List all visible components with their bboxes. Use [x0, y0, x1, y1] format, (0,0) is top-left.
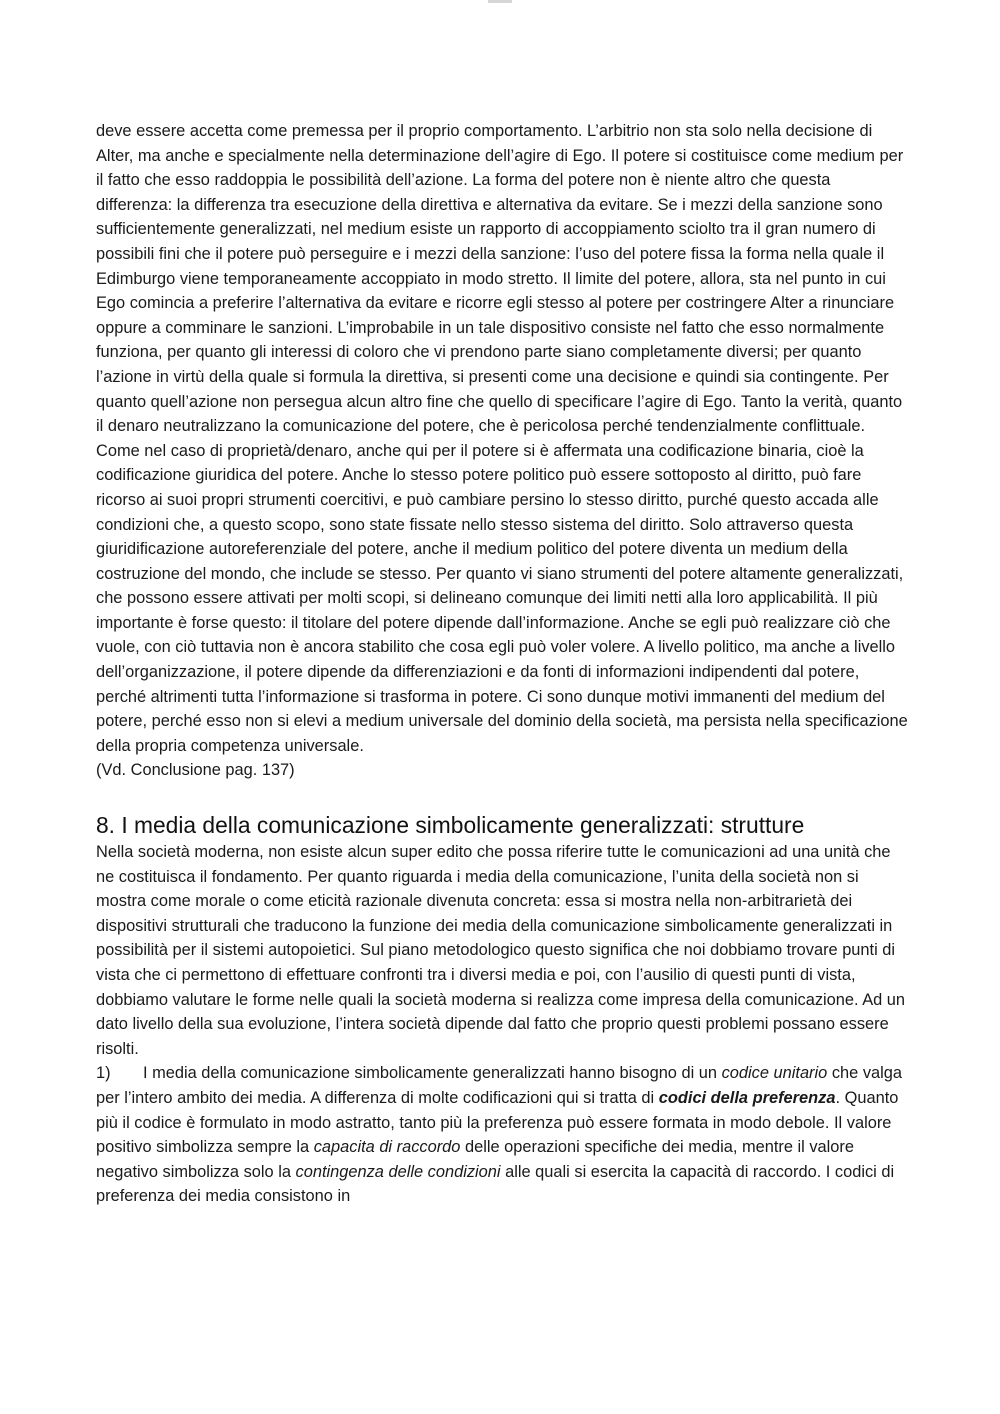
page-header-mark — [488, 0, 512, 3]
item-text: . Quanto più il codice è formulato in modo astratto, tanto più la preferenza può essere formata in modo debole. Il valore positivo simbolizza sempre la — [96, 1088, 899, 1157]
item-italic-text: codice unitario — [721, 1064, 828, 1083]
item-text: I media della comunicazione simbolicamente generalizzati hanno bisogno di un — [143, 1064, 722, 1083]
body-paragraph-modern-society: Nella società moderna, non esiste alcun super edito che possa riferire tutte le comunicazioni ad una unità che ne costituisca il fondamento. Per quanto riguarda i media della comunicazione, l’unita della società non si mostra come morale o come eticità razionale divenuta concreta: essa si mostra nella non-arbitrarietà dei dispositivi strutturali che traducono la funzione dei media della comunicazione simbolicamente generalizzati in possibilità per il sistemi autopoietici. Sul piano metodologico questo significa che noi dobbiamo trovare punti di vista che ci permettono di effettuare confronti tra i diversi media e poi, con l’ausilio di questi punti di vista, dobbiamo valutare le forme nelle quali la società moderna si realizza come impresa della comunicazione. Ad un dato livello della sua evoluzione, l’intera società dipende dal fatto che proprio questi problemi possano essere risolti. — [96, 843, 906, 1058]
paragraph-text: deve essere accetta come premessa per il proprio comportamento. L’arbitrio non sta solo nella decisione di Alter, ma anche e specialmente nella determinazione dell’agire di Ego. Il potere si costituisce come medium per il fatto che esso raddoppia le possibilità dell’azione. La forma del potere non è niente altro che questa differenza: la differenza tra esecuzione della direttiva e alternativa da evitare. Se i mezzi della sanzione sono sufficientemente generalizzati, nel medium esiste un rapporto di accoppiamento sciolto tra il gran numero di possibili fini che il potere può perseguire e i mezzi della sanzione: l’uso del potere fissa la forma nella quale il Edimburgo viene temporaneamente accoppiato in modo stretto. Il limite del potere, allora, sta nel punto in cui Ego comincia a preferire l’alternativa da evitare e ricorre egli stesso al potere per costringere Alter a rinunciare oppure a comminare le sanzioni. L’improbabile in un tale dispositivo consiste nel fatto che esso normalmente funziona, per quanto gli interessi di coloro che vi prendono parte siano completamente diversi; per quanto l’azione in virtù della quale si formula la direttiva, si presenti come una decisione e quindi sia contingente. Per quanto quell’azione non persegua alcun altro fine che quello di specificare l’agire di Ego. Tanto la verità, quanto il denaro neutralizzano la comunicazione del potere, che è pericolosa perché tendenzialmente conflittuale. Come nel caso di proprietà/denaro, anche qui per il potere si è affermata una codificazione binaria, cioè la codificazione giuridica del potere. Anche lo stesso potere politico può essere sottoposto al diritto, può fare ricorso ai suoi propri strumenti coercitivi, e può cambiare persino lo stesso diritto, purché questo accada alle condizioni che, a questo scopo, sono state fissate nello stesso sistema del diritto. Solo attraverso questa giuridificazione autoreferenziale del potere, anche il medium politico del potere diventa un medium della costruzione del mondo, che include se stesso. Per quanto vi siano strumenti del potere altamente generalizzati, che possono essere attivati per molti scopi, si delineano comunque dei limiti netti alla loro applicabilità. Il più importante è forse questo: il titolare del potere dipende dall’informazione. Anche se egli può realizzare ciò che vuole, con ciò tuttavia non è ancora stabilito che cosa egli può voler volere. A livello politico, ma anche a livello dell’organizzazione, il potere dipende da differenziazioni e da fonti di informazioni indipendenti dal potere, perché altrimenti tutta l’informazione si trasforma in potere. Ci sono dunque motivi immanenti del medium del potere, perché esso non si elevi a medium universale del dominio della società, ma persista nella specificazione della propria competenza universale. — [96, 122, 908, 755]
body-paragraph-power — [96, 119, 908, 783]
item-bold-italic-text: codici della preferenza — [658, 1088, 836, 1107]
item-text: alle quali si esercita la capacità di raccordo. I codici di preferenza dei media consistono in — [96, 1162, 895, 1206]
item-text: che valga per l’intero ambito dei media. A differenza di molte codificazioni qui si tratta di — [96, 1064, 902, 1107]
section-heading: 8. I media della comunicazione simbolicamente generalizzati: strutture — [96, 812, 805, 839]
item-italic-text: capacita di raccordo — [313, 1138, 461, 1157]
numbered-item-1 — [96, 1061, 908, 1209]
item-italic-text: contingenza delle condizioni — [295, 1162, 501, 1181]
page-content — [96, 119, 908, 1209]
item-number: 1) — [96, 1064, 111, 1083]
reference-note: (Vd. Conclusione pag. 137) — [96, 761, 295, 780]
item-text: delle operazioni specifiche dei media, mentre il valore negativo simbolizza solo la — [96, 1138, 854, 1181]
